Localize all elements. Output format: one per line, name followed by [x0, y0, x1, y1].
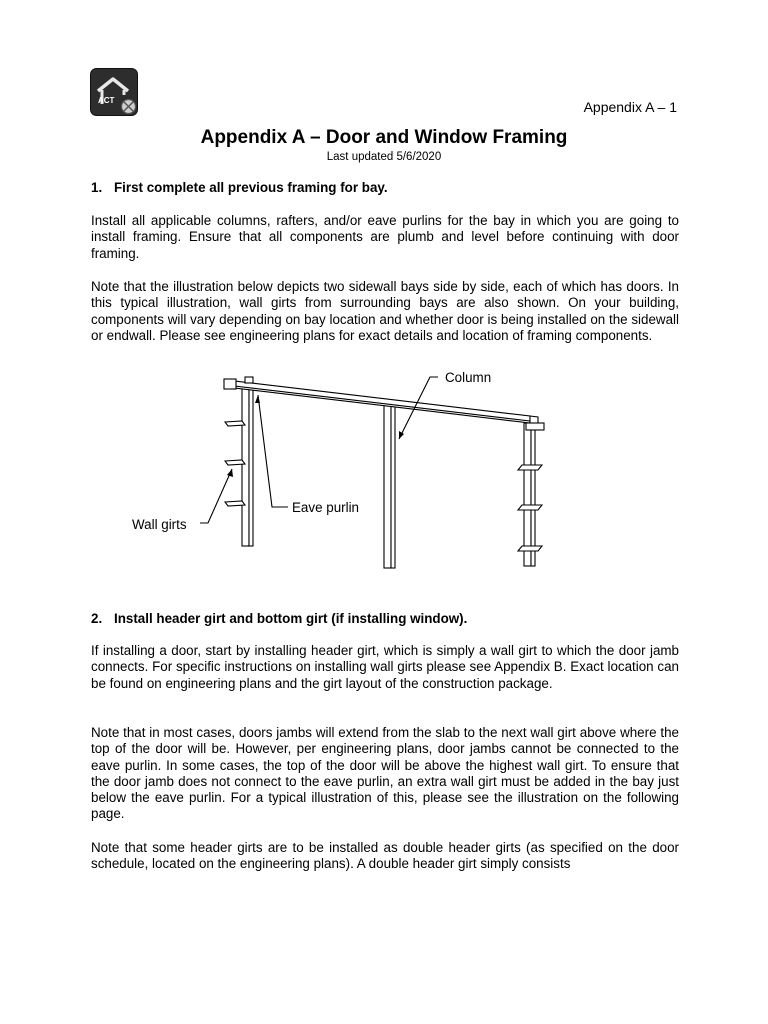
label-eave-purlin: Eave purlin [292, 500, 359, 515]
section-2-paragraph-2: Note that in most cases, doors jambs will extend from the slab to the next wall girt above where the top of the door will be. However, per engineering plans, door jambs cannot be connected to the eave purlin. In some cases, the top of the door will be above the highest wall girt. To ensure that the door jamb does not connect to the eave purlin, an extra wall girt must be added in the bay just below the eave purlin. For a typical illustration of this, please see the illustration on the following page. [91, 725, 679, 822]
page-label: Appendix A – 1 [583, 99, 677, 115]
section-2-paragraph-1: If installing a door, start by installing header girt, which is simply a wall girt to which the door jamb connects. For specific instructions on installing wall girts please see Appendix B. Exact location can be found on engineering plans and the girt layout of the construction package. [91, 643, 679, 691]
section-2-paragraph-3: Note that some header girts are to be installed as double header girts (as specified on the door schedule, located on the engineering plans). A double header girt simply consists [91, 840, 679, 872]
framing-illustration [120, 365, 570, 580]
label-column: Column [445, 370, 492, 385]
section-1-number: 1. [91, 180, 103, 195]
section-1-heading [91, 180, 681, 195]
section-2-heading [91, 611, 681, 626]
section-1-paragraph-2: Note that the illustration below depicts two sidewall bays side by side, each of which has doors. In this typical illustration, wall girts from surrounding bays are also shown. On your building, components will vary depending on bay location and whether door is being installed on the sidewall or endwall. Please see engineering plans for exact details and location of framing components. [91, 279, 679, 343]
logo-text: ACT [98, 96, 115, 105]
page-title: Appendix A – Door and Window Framing [200, 127, 568, 148]
section-1-paragraph-1: Install all applicable columns, rafters, and/or eave purlins for the bay in which you are going to install framing. Ensure that all components are plumb and level before continuing with door framing. [91, 213, 679, 261]
section-2-title: Install header girt and bottom girt (if installing window). [114, 611, 468, 626]
company-logo [90, 68, 138, 116]
label-wall-girts: Wall girts [132, 517, 187, 532]
section-2-number: 2. [91, 611, 103, 626]
section-1-title: First complete all previous framing for bay. [114, 180, 388, 195]
last-updated: Last updated 5/6/2020 [326, 151, 442, 163]
